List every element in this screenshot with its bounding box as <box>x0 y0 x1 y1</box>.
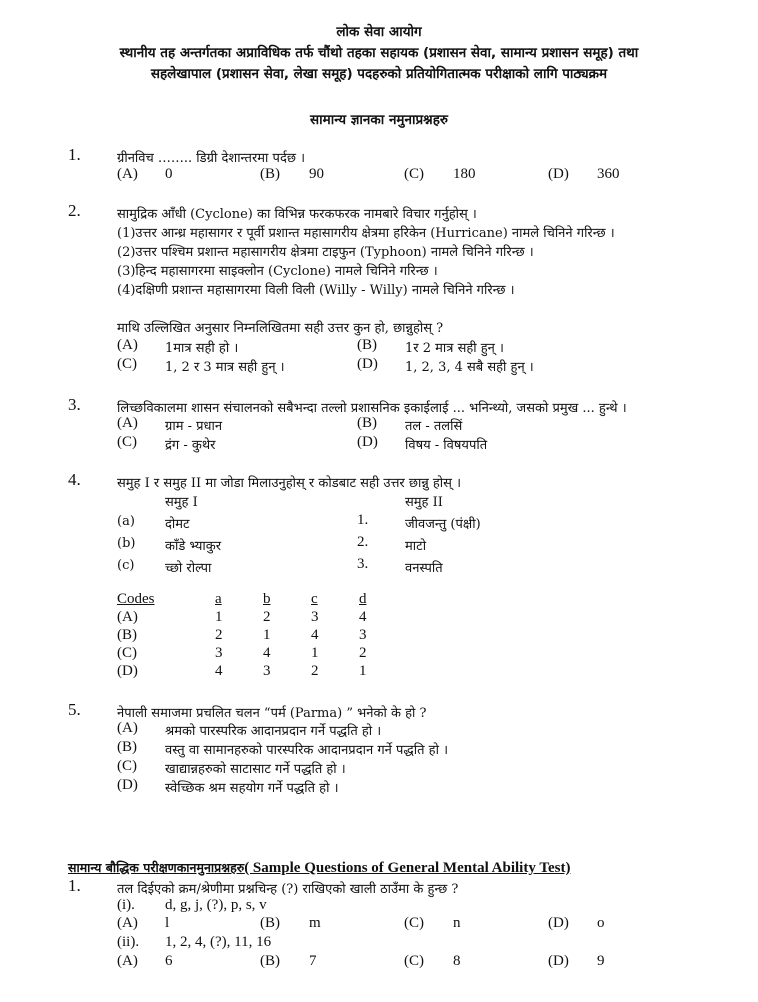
group-2-title: समुह II <box>405 495 443 510</box>
group-1-key: (b) <box>117 536 136 551</box>
option-value: विषय - विषयपति <box>405 438 488 453</box>
group-1-item: च्छो रोल्पा <box>165 561 212 576</box>
codes-cell: 3 <box>359 626 367 643</box>
option-value: 1मात्र सही हो । <box>165 341 239 356</box>
codes-cell: (B) <box>117 626 137 643</box>
question-number: 1. <box>68 876 81 895</box>
codes-cell: 3 <box>263 662 271 679</box>
section-title-np: सामान्य बौद्धिक परीक्षणकानमुनाप्रश्नहरु <box>68 860 245 875</box>
question-number: 1. <box>68 145 81 164</box>
option-value: 1र 2 मात्र सही हुन् । <box>405 341 504 356</box>
codes-cell: 1 <box>311 644 319 661</box>
option-value: n <box>453 915 461 931</box>
question-number: 4. <box>68 470 81 489</box>
group-2-item: माटो <box>405 539 427 554</box>
option-value: 360 <box>597 166 620 182</box>
section-title-en: ( Sample Questions of General Mental Ability Test) <box>244 860 571 876</box>
option-key: (B) <box>117 739 137 755</box>
codes-row <box>117 644 407 662</box>
option-value: वस्तु वा सामानहरुको पारस्परिक आदानप्रदान गर्ने पद्धति हो । <box>165 743 448 758</box>
codes-cell: (A) <box>117 608 138 625</box>
option-key: (D) <box>357 356 378 372</box>
section-title-general-knowledge: सामान्य ज्ञानका नमुनाप्रश्नहरु <box>310 112 448 128</box>
codes-cell: 1 <box>215 608 223 625</box>
question-number: 5. <box>68 700 81 719</box>
group-2-key: 1. <box>357 512 369 528</box>
codes-cell: 2 <box>359 644 367 661</box>
group-1-item: दोमट <box>165 517 190 532</box>
codes-cell: 4 <box>311 626 319 643</box>
question-number: 3. <box>68 395 81 414</box>
codes-cell: 2 <box>215 626 223 643</box>
codes-cell: 4 <box>359 608 367 625</box>
org-title: लोक सेवा आयोग <box>336 24 422 40</box>
option-value: 7 <box>309 953 317 969</box>
codes-table <box>117 590 407 680</box>
codes-col-header: c <box>311 590 318 607</box>
sequence-key: (ii). <box>117 934 140 950</box>
question-text: तल दिईएको क्रम/श्रेणीमा प्रश्नचिन्ह (?) राखिएको खाली ठाउँमा के हुन्छ ? <box>117 882 459 897</box>
codes-row <box>117 608 407 626</box>
option-key: (C) <box>404 953 424 969</box>
option-value: 9 <box>597 953 605 969</box>
option-key: (B) <box>260 166 280 182</box>
codes-col-header: a <box>215 590 222 607</box>
codes-cell: 2 <box>311 662 319 679</box>
option-value: 90 <box>309 166 324 182</box>
codes-col-header: d <box>359 590 367 607</box>
codes-cell: 3 <box>215 644 223 661</box>
group-1-key: (a) <box>117 514 135 529</box>
option-value: द्रंग - कुथेर <box>165 438 216 453</box>
exam-title-line2: सहलेखापाल (प्रशासन सेवा, लेखा समूह) पदहरुको प्रतियोगितात्मक परीक्षाको लागि पाठ्यक्रम <box>150 66 608 82</box>
option-value: o <box>597 915 605 931</box>
sequence-value: 1, 2, 4, (?), 11, 16 <box>165 934 272 950</box>
option-value: ग्राम - प्रधान <box>165 419 223 434</box>
option-key: (A) <box>117 915 138 931</box>
codes-col-header: b <box>263 590 271 607</box>
statement-4: (4)दक्षिणी प्रशान्त महासागरमा विली विली (Willy - Willy) नामले चिनिने गरिन्छ । <box>117 283 515 298</box>
group-2-key: 2. <box>357 534 369 550</box>
option-key: (B) <box>260 953 280 969</box>
option-key: (A) <box>117 953 138 969</box>
option-key: (D) <box>357 434 378 450</box>
codes-cell: 4 <box>263 644 271 661</box>
option-key: (B) <box>357 415 377 431</box>
codes-cell: (C) <box>117 644 137 661</box>
option-key: (A) <box>117 166 138 182</box>
exam-title-line1: स्थानीय तह अन्तर्गतका अप्राविधिक तर्फ चौंथो तहका सहायक (प्रशासन सेवा, सामान्य प्रशासन समूह) तथा <box>119 45 639 61</box>
group-2-item: जीवजन्तु (पंक्षी) <box>405 517 481 532</box>
codes-cell: 3 <box>311 608 319 625</box>
option-value: स्वेच्छिक श्रम सहयोग गर्ने पद्धति हो । <box>165 781 339 796</box>
option-key: (C) <box>404 166 424 182</box>
codes-cell: 1 <box>359 662 367 679</box>
option-value: श्रमको पारस्परिक आदानप्रदान गर्ने पद्धति हो । <box>165 724 382 739</box>
option-value: m <box>309 915 321 931</box>
option-key: (D) <box>548 915 569 931</box>
option-key: (C) <box>404 915 424 931</box>
option-value: 6 <box>165 953 173 969</box>
statement-2: (2)उत्तर पश्चिम प्रशान्त महासागरीय क्षेत्रमा टाइफुन (Typhoon) नामले चिनिने गरिन्छ । <box>117 245 534 260</box>
question-text: ग्रीनविच …….. डिग्री देशान्तरमा पर्दछ । <box>117 151 306 166</box>
sequence-key: (i). <box>117 897 135 913</box>
option-key: (D) <box>117 777 138 793</box>
option-key: (C) <box>117 758 137 774</box>
codes-cell: (D) <box>117 662 138 679</box>
question-prompt: माथि उल्लिखित अनुसार निम्नलिखितमा सही उत्तर कुन हो, छान्नुहोस् ? <box>117 321 444 336</box>
codes-header: Codes <box>117 590 155 607</box>
option-value: तल - तलसिं <box>405 419 463 434</box>
option-key: (A) <box>117 337 138 353</box>
group-1-title: समुह I <box>165 495 198 510</box>
group-1-item: काँडे भ्याकुर <box>165 539 222 554</box>
option-key: (C) <box>117 434 137 450</box>
codes-cell: 2 <box>263 608 271 625</box>
option-key: (B) <box>260 915 280 931</box>
codes-row <box>117 626 407 644</box>
codes-cell: 1 <box>263 626 271 643</box>
question-number: 2. <box>68 201 81 220</box>
question-text: लिच्छविकालमा शासन संचालनको सबैभन्दा तल्लो प्रशासनिक इकाईलाई ... भनिन्थ्यो, जसको प्रमुख ... हुन्थे । <box>117 401 627 416</box>
option-value: 1, 2 र 3 मात्र सही हुन् । <box>165 360 285 375</box>
question-text: नेपाली समाजमा प्रचलित चलन “पर्म (Parma) ” भनेको के हो ? <box>117 706 427 721</box>
option-key: (D) <box>548 166 569 182</box>
option-value: l <box>165 915 170 931</box>
group-2-item: वनस्पति <box>405 561 443 576</box>
option-value: खाद्यान्नहरुको साटासाट गर्ने पद्धति हो । <box>165 762 346 777</box>
question-text: सामुद्रिक आँधी (Cyclone) का विभिन्न फरकफरक नामबारे विचार गर्नुहोस् । <box>117 207 477 222</box>
option-value: 180 <box>453 166 476 182</box>
option-key: (B) <box>357 337 377 353</box>
group-1-key: (c) <box>117 558 135 573</box>
statement-1: (1)उत्तर आन्ध्र महासागर र पूर्वी प्रशान्त महासागरीय क्षेत्रमा हरिकेन (Hurricane) नामले चिनिने गरिन्छ । <box>117 226 615 241</box>
codes-header-row <box>117 590 407 608</box>
option-key: (A) <box>117 720 138 736</box>
codes-row <box>117 662 407 680</box>
group-2-key: 3. <box>357 556 369 572</box>
option-key: (D) <box>548 953 569 969</box>
option-value: 1, 2, 3, 4 सबै सही हुन् । <box>405 360 534 375</box>
sequence-value: d, g, j, (?), p, s, v <box>165 897 267 913</box>
option-key: (C) <box>117 356 137 372</box>
option-value: 8 <box>453 953 461 969</box>
question-text: समुह I र समुह II मा जोडा मिलाउनुहोस् र कोडबाट सही उत्तर छान्नु होस् । <box>117 476 462 491</box>
statement-3: (3)हिन्द महासागरमा साइक्लोन (Cyclone) नामले चिनिने गरिन्छ । <box>117 264 438 279</box>
codes-cell: 4 <box>215 662 223 679</box>
option-key: (A) <box>117 415 138 431</box>
section-title-mental-ability <box>68 857 570 877</box>
option-value: 0 <box>165 166 173 182</box>
